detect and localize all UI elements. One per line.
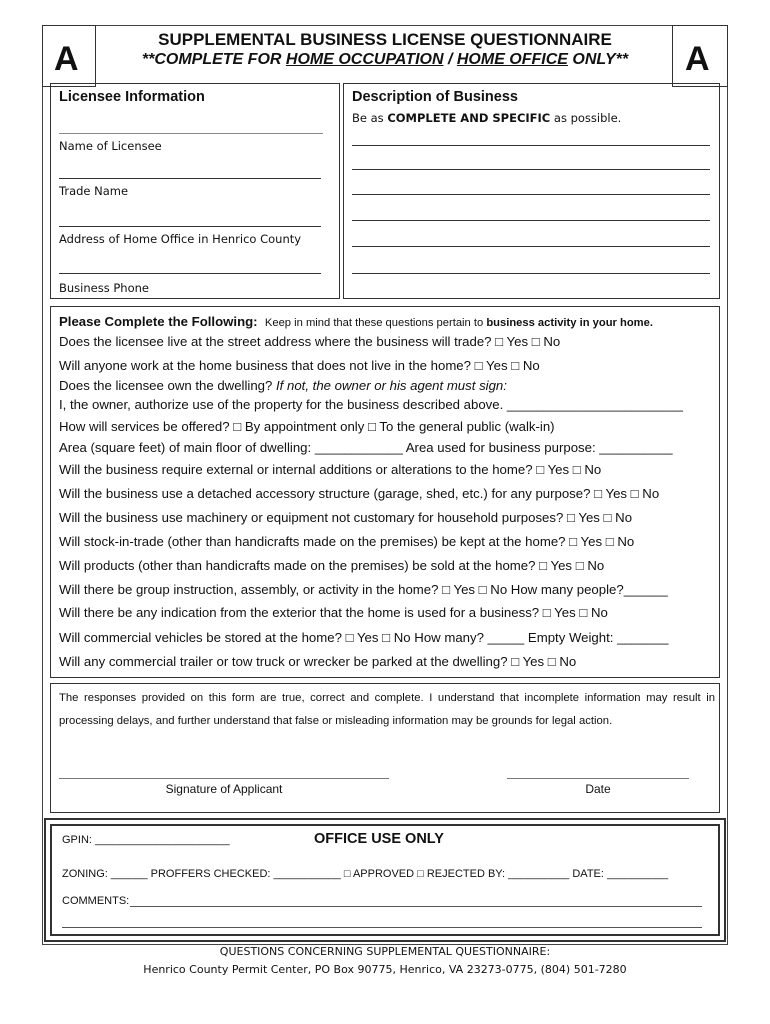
question-service-method[interactable]: How will services be offered? □ By appointment only □ To the general public (walk-in) <box>59 419 555 434</box>
comments-label: COMMENTS: <box>62 895 130 907</box>
footer-heading: QUESTIONS CONCERNING SUPPLEMENTAL QUESTIONNAIRE: <box>219 945 551 958</box>
signature-input[interactable] <box>59 778 389 779</box>
comments-line-2[interactable] <box>62 927 702 928</box>
question-lives-at-address[interactable]: Does the licensee live at the street address where the business will trade? □ Yes □ No <box>59 334 561 349</box>
address-label: Address of Home Office in Henrico County <box>59 232 302 246</box>
questions-heading: Please Complete the Following: <box>59 314 258 329</box>
licensee-name-label: Name of Licensee <box>59 139 162 153</box>
subtitle-post: ONLY** <box>567 51 629 68</box>
form-letter-right: A <box>685 40 710 78</box>
business-phone-label: Business Phone <box>59 281 149 295</box>
owner-authorization[interactable]: I, the owner, authorize use of the property for the business described above. ________________________ <box>59 397 683 412</box>
description-line-3[interactable] <box>352 194 710 195</box>
description-heading: Description of Business <box>352 89 518 105</box>
question-products-sold[interactable]: Will products (other than handicrafts made on the premises) be sold at the home? □ Yes □ No <box>59 558 605 573</box>
address-input[interactable] <box>59 226 321 227</box>
question-accessory-structure[interactable]: Will the business use a detached accessory structure (garage, shed, etc.) for any purpose? □ Yes □ No <box>59 486 660 501</box>
office-use-title: OFFICE USE ONLY <box>314 831 444 847</box>
question-stock-in-trade[interactable]: Will stock-in-trade (other than handicrafts made on the premises) be kept at the home? □ Yes □ No <box>59 534 635 549</box>
question-square-feet[interactable]: Area (square feet) of main floor of dwelling: ____________ Area used for business purpose: __________ <box>59 440 673 455</box>
trade-name-input[interactable] <box>59 178 321 179</box>
business-phone-input[interactable] <box>59 273 321 274</box>
question-nonresident-workers[interactable]: Will anyone work at the home business that does not live in the home? □ Yes □ No <box>59 358 540 373</box>
description-hint-bold: COMPLETE AND SPECIFIC <box>387 111 551 125</box>
question-owns-dwelling <box>59 378 507 393</box>
date-label: Date <box>585 782 611 796</box>
question-commercial-vehicles[interactable]: Will commercial vehicles be stored at the home? □ Yes □ No How many? _____ Empty Weight: _______ <box>59 630 669 645</box>
licensee-name-input[interactable] <box>59 133 323 134</box>
question-trailer-parking[interactable]: Will any commercial trailer or tow truck or wrecker be parked at the dwelling? □ Yes □ No <box>59 654 577 669</box>
form-title: SUPPLEMENTAL BUSINESS LICENSE QUESTIONNAIRE <box>158 30 612 49</box>
date-input[interactable] <box>507 778 689 779</box>
description-line-5[interactable] <box>352 246 710 247</box>
question-exterior-indication[interactable]: Will there be any indication from the exterior that the home is used for a business? □ Yes □ No <box>59 605 608 620</box>
form-subtitle <box>100 51 670 69</box>
description-hint <box>352 111 621 125</box>
description-hint-pre: Be as <box>352 111 388 125</box>
question-machinery[interactable]: Will the business use machinery or equipment not customary for household purposes? □ Yes □ No <box>59 510 633 525</box>
trade-name-label: Trade Name <box>59 184 129 198</box>
subtitle-home-office: HOME OFFICE <box>456 51 568 68</box>
form-letter-box-left <box>42 25 96 87</box>
subtitle-pre: **COMPLETE FOR <box>141 51 286 68</box>
question-owner-sign-note: If not, the owner or his agent must sign: <box>276 378 507 393</box>
zoning-row[interactable]: ZONING: ______ PROFFERS CHECKED: ___________ □ APPROVED □ REJECTED BY: __________ DATE: __________ <box>62 868 669 880</box>
description-line-1[interactable] <box>352 145 710 146</box>
comments-line-1[interactable] <box>130 906 702 907</box>
certification-text: The responses provided on this form are true, correct and complete. I understand that incomplete information may result in processing delays, and further understand that false or misleading information may be grounds for legal action. <box>59 692 715 727</box>
questions-note: Keep in mind that these questions pertain to <box>264 317 487 329</box>
signature-label: Signature of Applicant <box>165 782 283 796</box>
questions-note-bold: business activity in your home. <box>486 317 653 329</box>
footer-contact: Henrico County Permit Center, PO Box 90775, Henrico, VA 23273-0775, (804) 501-7280 <box>143 963 627 976</box>
question-alterations[interactable]: Will the business require external or internal additions or alterations to the home? □ Yes □ No <box>59 462 602 477</box>
form-letter-box-right <box>672 25 728 87</box>
question-group-instruction[interactable]: Will there be group instruction, assembly, or activity in the home? □ Yes □ No How many people?______ <box>59 582 668 597</box>
form-letter-left: A <box>54 40 79 78</box>
question-owns-dwelling-text: Does the licensee own the dwelling? <box>59 378 273 393</box>
gpin-field[interactable]: GPIN: ______________________ <box>62 834 230 846</box>
subtitle-sep: / <box>443 51 457 68</box>
description-line-2[interactable] <box>352 169 710 170</box>
questions-heading-row <box>59 314 653 329</box>
description-hint-post: as possible. <box>550 111 622 125</box>
description-line-6[interactable] <box>352 273 710 274</box>
licensee-heading: Licensee Information <box>59 89 205 105</box>
subtitle-home-occupation: HOME OCCUPATION <box>285 51 444 68</box>
description-line-4[interactable] <box>352 220 710 221</box>
